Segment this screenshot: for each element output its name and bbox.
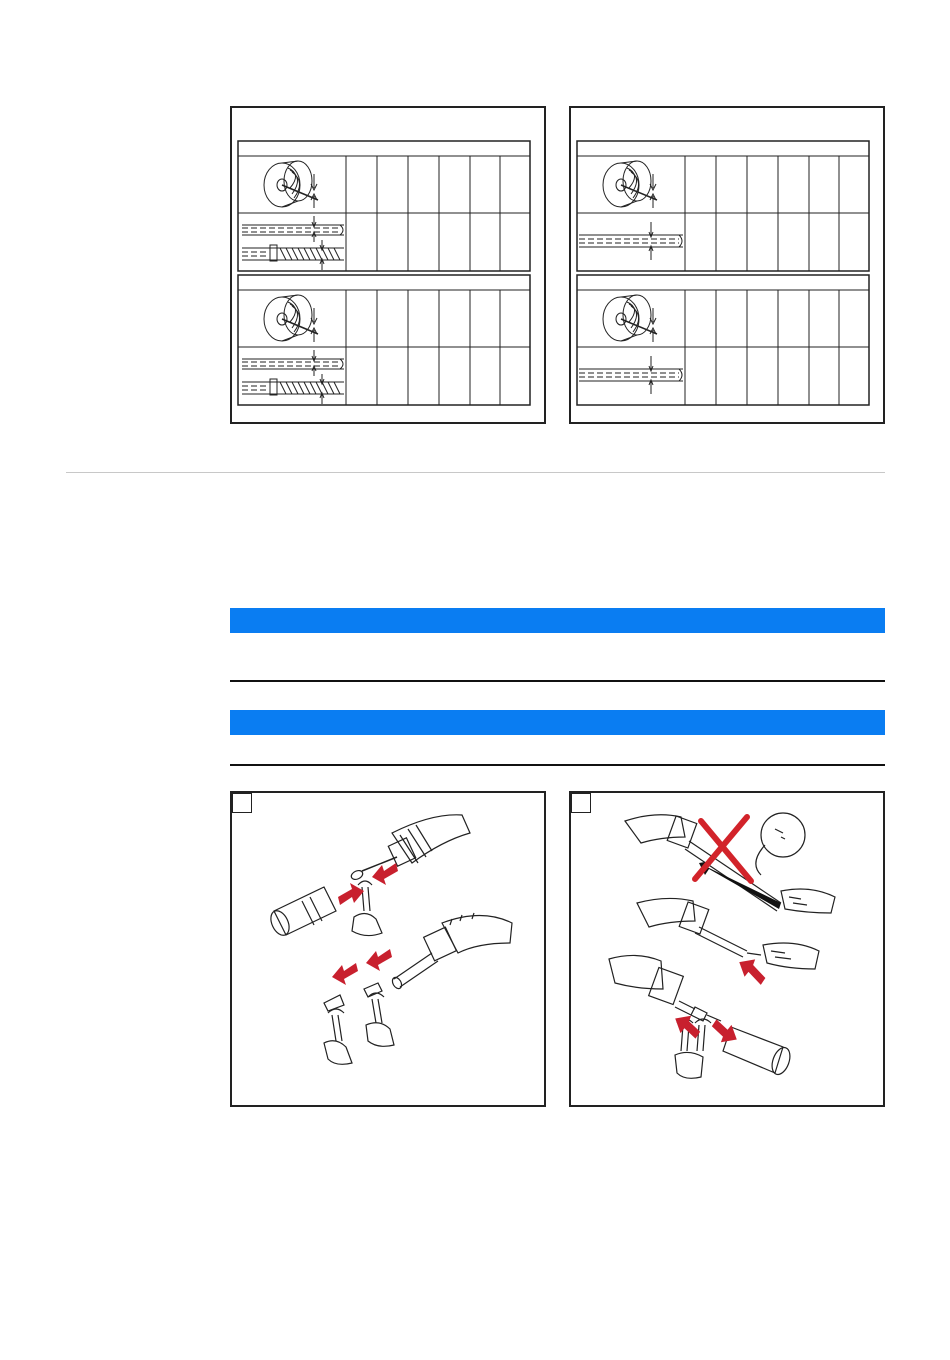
spiral-liner-icon [242, 216, 344, 270]
red-arrow-icon [671, 955, 770, 1047]
note-bar-1 [230, 608, 885, 633]
wire-spool-icon [264, 161, 318, 208]
liner-insertion-illustration [571, 793, 883, 1105]
step-1-figure [230, 791, 546, 1107]
liner-table-right-drawing [571, 108, 883, 422]
liner-table-left-drawing [232, 108, 544, 422]
note-rule-2 [230, 764, 885, 766]
step-2-figure [569, 791, 885, 1107]
liner-table-figure-left [230, 106, 546, 424]
nozzle-removal-illustration [232, 793, 544, 1105]
step-number-box [571, 793, 591, 813]
note-rule-1 [230, 680, 885, 682]
feed-tube-icon [579, 161, 683, 260]
section-separator [66, 472, 885, 473]
red-cross-icon [695, 817, 751, 881]
step-number-box [232, 793, 252, 813]
liner-table-figure-right [569, 106, 885, 424]
note-bar-2 [230, 710, 885, 735]
